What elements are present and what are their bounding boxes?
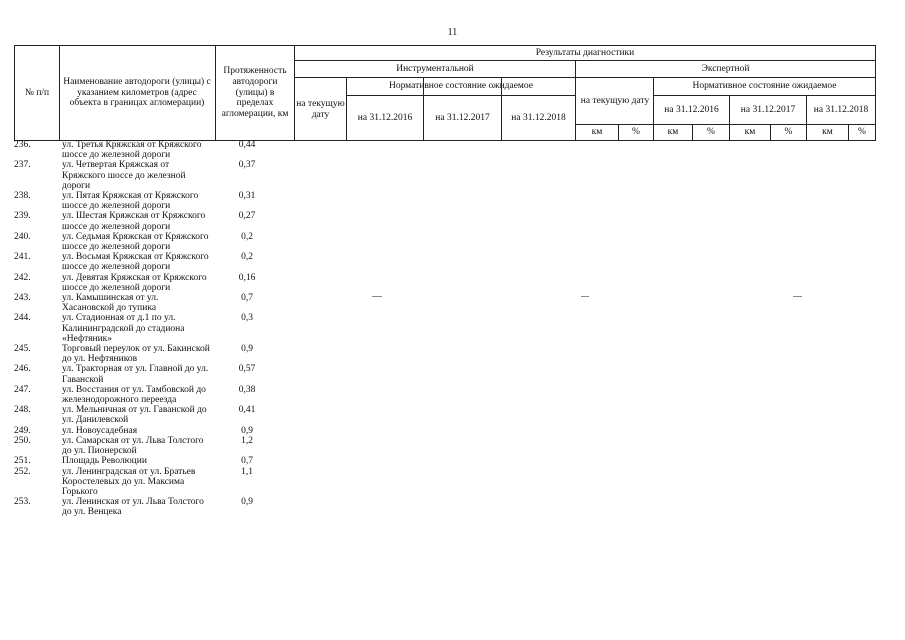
row-number: 240.: [14, 231, 31, 242]
table-row: [14, 252, 304, 272]
row-road-name: ул. Тракторная от ул. Главной до ул. Гаванской: [62, 364, 209, 385]
row-road-name: Торговый переулок от ул. Бакинской до ул. Нефтяников: [62, 344, 210, 365]
row-road-name: ул. Третья Кряжская от Кряжского шоссе до железной дороги: [62, 140, 202, 161]
row-length: 0,16: [238, 272, 256, 283]
row-number: 252.: [14, 466, 31, 477]
header-expert-current: на текущую дату: [580, 95, 650, 106]
row-length: 0,57: [238, 364, 256, 375]
header-km: км: [822, 127, 833, 138]
row-road-name: ул. Девятая Кряжская от Кряжского шоссе до железной дороги: [62, 272, 207, 293]
header-length: Протяженность автодороги (улицы) в пределах агломерации, км: [221, 65, 289, 120]
table-row: [14, 313, 304, 344]
table-row: [14, 140, 304, 160]
row-road-name: ул. Камышинская от ул. Хасановской до тупика: [62, 293, 159, 314]
row-length: 0,9: [241, 344, 253, 355]
table-row: [14, 405, 304, 425]
table-row: [14, 364, 304, 384]
table-row: [14, 456, 304, 466]
table-row: [14, 232, 304, 252]
row-road-name: ул. Пятая Кряжская от Кряжского шоссе до железной дороги: [62, 191, 199, 212]
header-instr-current: на текущую дату: [296, 99, 345, 120]
row-number: 242.: [14, 272, 31, 283]
table-row: [14, 385, 304, 405]
row-number: 248.: [14, 405, 31, 416]
header-expert-2016: на 31.12.2016: [664, 104, 719, 115]
header-number: № п/п: [24, 87, 50, 98]
row-road-name: ул. Мельничная от ул. Гаванской до ул. Данилевской: [62, 405, 207, 426]
header-expert-2018: на 31.12.2018: [813, 104, 869, 115]
page-number: 11: [447, 27, 458, 38]
row-length: 1,2: [241, 435, 253, 446]
row-number: 236.: [14, 140, 31, 150]
table-row: [14, 467, 304, 498]
table-row: [14, 344, 304, 364]
row-length: 0,27: [238, 211, 256, 222]
row-road-name: ул. Шестая Кряжская от Кряжского шоссе до железной дороги: [62, 211, 206, 232]
row-number: 250.: [14, 435, 31, 446]
header-instr-normative: Нормативное состояние ожидаемое: [388, 81, 534, 92]
row-number: 246.: [14, 364, 31, 375]
table-row: [14, 497, 304, 517]
header-pct: %: [784, 127, 793, 138]
row-length: 0,41: [238, 405, 256, 416]
row-length: 0,2: [241, 252, 253, 263]
row-number: 243.: [14, 293, 31, 304]
row-road-name: ул. Восстания от ул. Тамбовской до железнодорожного переезда: [62, 384, 206, 406]
row-number: 253.: [14, 497, 31, 508]
row-length: 0,9: [241, 497, 253, 508]
row-length: 0,9: [241, 425, 253, 436]
row-road-name: ул. Седьмая Кряжская от Кряжского шоссе до железной дороги: [62, 231, 209, 253]
header-road-name: Наименование автодороги (улицы) с указанием километров (адрес объекта в границах агломерации): [63, 76, 211, 109]
header-expert-normative: Нормативное состояние ожидаемое: [692, 81, 837, 92]
row-number: 245.: [14, 344, 31, 355]
header-instr-2016: на 31.12.2016: [357, 112, 413, 123]
row-number: 247.: [14, 384, 31, 395]
row-number: 251.: [14, 456, 31, 467]
row-number: 244.: [14, 313, 31, 324]
table-row: [14, 160, 304, 191]
row-length: 0,31: [238, 191, 256, 202]
row-number: 238.: [14, 191, 31, 202]
header-instrumental: Инструментальной: [396, 63, 474, 74]
header-expert-2017: на 31.12.2017: [740, 104, 796, 115]
header-pct: %: [707, 127, 715, 138]
row-road-name: ул. Новоусадебная: [62, 425, 138, 436]
table-row: [14, 293, 304, 313]
row-number: 241.: [14, 252, 31, 263]
row-length: 0,37: [238, 160, 256, 171]
row-number: 249.: [14, 425, 31, 436]
row-length: 0,44: [238, 140, 256, 150]
row-road-name: ул. Восьмая Кряжская от Кряжского шоссе до железной дороги: [62, 252, 209, 273]
row-length: 0,38: [238, 384, 256, 395]
row-number: 237.: [14, 160, 31, 171]
table-row: [14, 436, 304, 456]
header-km: км: [591, 127, 603, 138]
row-road-name: Площадь Революции: [62, 456, 147, 467]
table-body: [14, 140, 304, 518]
row-length: 0,2: [241, 231, 253, 242]
table-row: [14, 191, 304, 211]
table-header: [14, 45, 876, 141]
row-road-name: ул. Ленинская от ул. Льва Толстого до ул. Венцека: [62, 497, 204, 518]
row-road-name: ул. Самарская от ул. Льва Толстого до ул. Пионерской: [62, 435, 204, 457]
row-length: 0,3: [241, 313, 253, 324]
header-pct: %: [858, 127, 866, 138]
row-length: 1,1: [241, 466, 253, 477]
row-road-name: ул. Четвертая Кряжская от Кряжского шоссе до железной дороги: [62, 160, 186, 191]
table-row: [14, 273, 304, 293]
header-km: км: [744, 127, 756, 138]
row-road-name: ул. Ленинградская от ул. Братьев Коростелевых до ул. Максима Горького: [62, 466, 196, 497]
row-length: 0,7: [241, 293, 253, 304]
row-number: 239.: [14, 211, 31, 222]
row-length: 0,7: [241, 456, 253, 467]
header-km: км: [667, 127, 679, 138]
header-results: Результаты диагностики: [535, 47, 635, 58]
header-expert: Экспертной: [701, 63, 750, 74]
table-row: [14, 426, 304, 436]
header-instr-2017: на 31.12.2017: [435, 112, 490, 123]
row-road-name: ул. Стадионная от д.1 по ул. Калининградской до стадиона «Нефтяник»: [62, 313, 185, 344]
header-pct: %: [632, 127, 640, 138]
table-row: [14, 211, 304, 231]
header-instr-2018: на 31.12.2018: [511, 112, 566, 123]
